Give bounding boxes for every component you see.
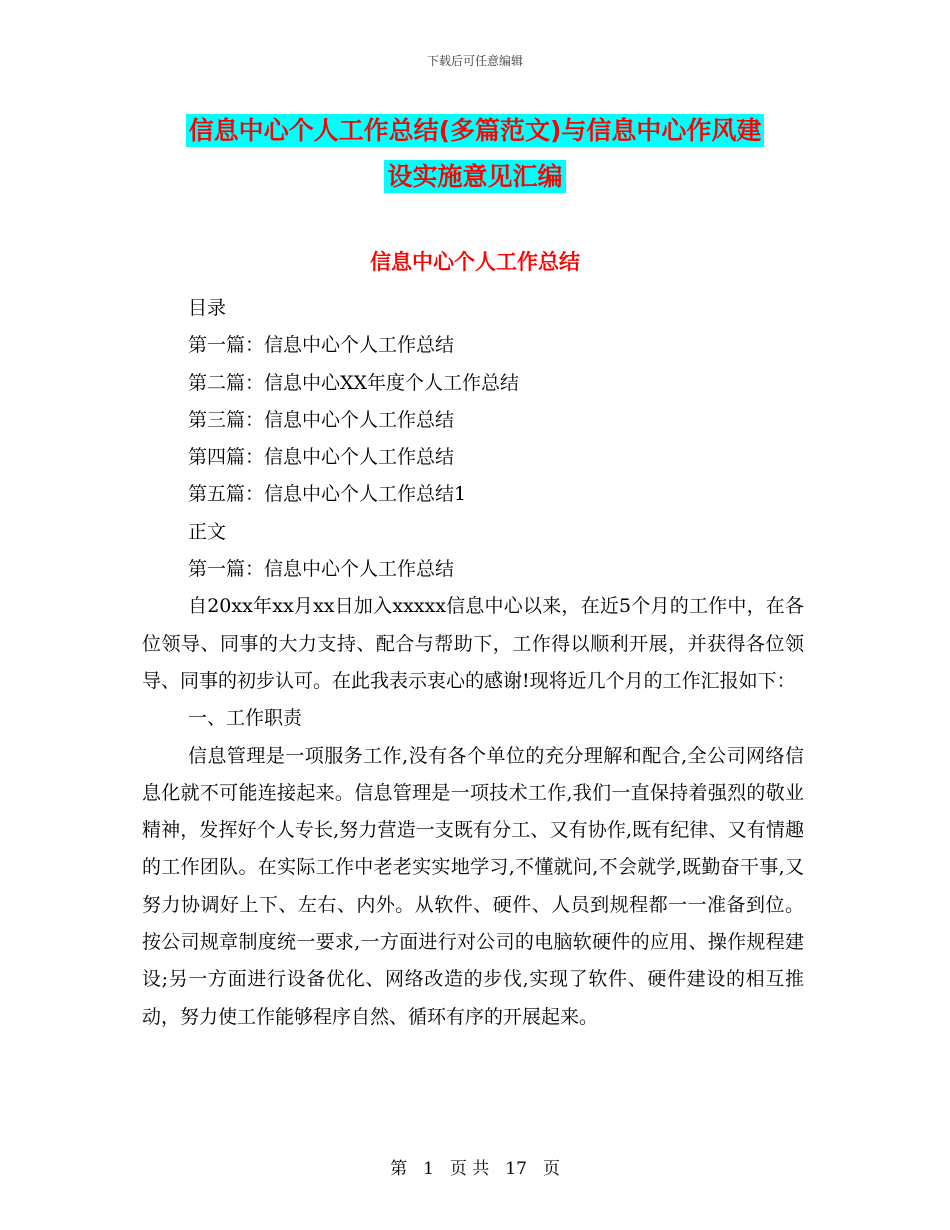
toc-heading: 目录 [188,297,227,319]
document-body [142,290,804,1036]
document-title [0,108,950,200]
toc-item: 第四篇：信息中心个人工作总结 [188,446,455,469]
toc-item: 第二篇：信息中心XX年度个人工作总结 [188,371,520,394]
page-total: 17 [505,1159,527,1179]
intro-paragraph: 自20xx年xx月xx日加入xxxxx信息中心以来，在近5个月的工作中，在各位领导、同事的大力支持、配合与帮助下，工作得以顺利开展，并获得各位领导、同事的初步认可。在此我表示衷心的感谢!现将近几个月的工作汇报如下： [142,595,804,692]
section-heading: 一、工作职责 [188,707,303,730]
page-footer [0,1154,950,1179]
toc-item: 第三篇：信息中心个人工作总结 [188,408,455,431]
section-paragraph: 信息管理是一项服务工作,没有各个单位的充分理解和配合,全公司网络信息化就不可能连接起来。信息管理是一项技术工作,我们一直保持着强烈的敬业精神，发挥好个人专长,努力营造一支既有分工、又有协作,既有纪律、又有情趣的工作团队。在实际工作中老老实实地学习,不懂就问,不会就学,既勤奋干事,又努力协调好上下、左右、内外。从软件、硬件、人员到规程都一一准备到位。按公司规章制度统一要求,一方面进行对公司的电脑软硬件的应用、操作规程建设;另一方面进行设备优化、网络改造的步伐,实现了软件、硬件建设的相互推动，努力使工作能够程序自然、循环有序的开展起来。 [142,744,804,1028]
title-line-2: 设实施意见汇编 [384,160,565,193]
page-number: 1 [423,1159,434,1179]
toc-item: 第一篇：信息中心个人工作总结 [188,334,455,357]
title-line-1: 信息中心个人工作总结(多篇范文)与信息中心作风建 [186,114,765,147]
body-heading: 正文 [188,520,227,543]
page-mid: 页 共 [449,1159,490,1179]
article-title: 第一篇：信息中心个人工作总结 [188,558,455,581]
header-note: 下载后可任意编辑 [426,54,523,68]
section-subtitle: 信息中心个人工作总结 [370,250,580,274]
page-prefix: 第 [390,1159,408,1179]
page-suffix: 页 [542,1159,560,1179]
toc-item: 第五篇：信息中心个人工作总结1 [188,483,467,506]
